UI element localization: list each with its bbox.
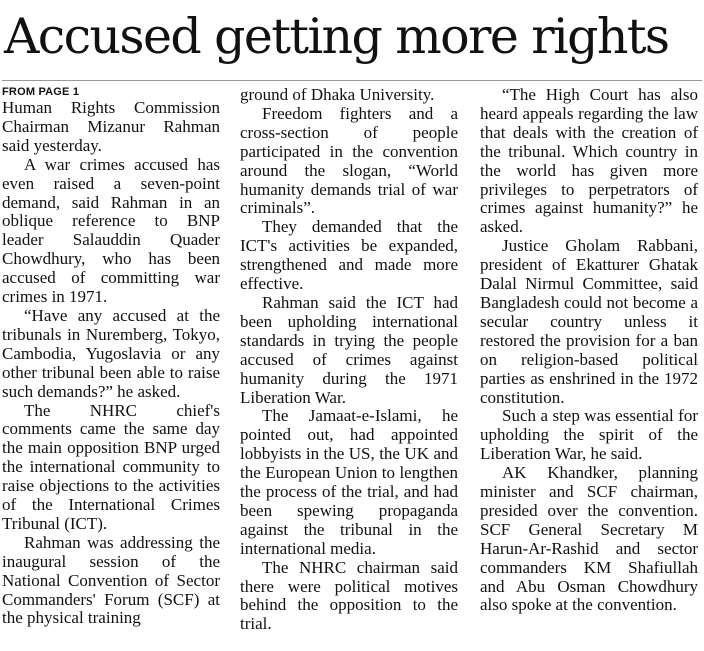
paragraph: Rahman said the ICT had been upholding international standards in trying the people accused of crimes against humanity during the 1971 Liberation War.: [240, 292, 458, 407]
paragraph: AK Khandker, planning minister and SCF chairman, presided over the convention. SCF General Secretary M Harun-Ar-Rashid and sector commanders KM Shafiullah and Abu Osman Chowdhury also spoke at the convention.: [480, 463, 698, 615]
headline: Accused getting more rights: [4, 8, 669, 65]
paragraph: Freedom fighters and a cross-section of people participated in the convention around the slogan, “World humanity demands trial of war criminals”.: [240, 103, 458, 218]
paragraph: “The High Court has also heard appeals regarding the law that deals with the creation of the tribunal. Which country in the world has given more privileges to perpetrators of crimes against humanity?” he asked.: [480, 85, 698, 237]
headline-divider: [2, 80, 702, 81]
paragraph: “Have any accused at the tribunals in Nuremberg, Tokyo, Cambodia, Yugoslavia or any other tribunal been able to raise such demands?” he asked.: [2, 305, 220, 401]
paragraph: Human Rights Commission Chairman Mizanur Rahman said yesterday.: [2, 98, 220, 155]
article-column-2: [240, 86, 458, 634]
paragraph: The NHRC chief's comments came the same day the main opposition BNP urged the international community to raise objections to the activities of the International Crimes Tribunal (ICT).: [2, 400, 220, 533]
continuation-kicker: FROM PAGE 1: [2, 86, 80, 98]
paragraph: They demanded that the ICT's activities be expanded, strengthened and made more effective.: [240, 217, 458, 294]
paragraph: The NHRC chairman said there were political motives behind the opposition to the trial.: [240, 557, 458, 634]
paragraph: ground of Dhaka University.: [240, 85, 435, 104]
paragraph: The Jamaat-e-Islami, he pointed out, had appointed lobbyists in the US, the UK and the European Union to lengthen the process of the trial, and had been spewing propaganda against the tribunal in the international media.: [240, 406, 458, 558]
paragraph: Rahman was addressing the inaugural session of the National Convention of Sector Commanders' Forum (SCF) at the physical training: [2, 532, 220, 628]
article-column-1: [2, 86, 220, 628]
paragraph: Such a step was essential for upholding the spirit of the Liberation War, he said.: [480, 406, 698, 464]
paragraph: A war crimes accused has even raised a seven-point demand, said Rahman in an oblique reference to BNP leader Salauddin Quader Chowdhury, who has been accused of committing war crimes in 1971.: [2, 154, 220, 307]
paragraph: Justice Gholam Rabbani, president of Ekatturer Ghatak Dalal Nirmul Committee, said Bangladesh could not become a secular country unless it restored the provision for a ban on religion-based political parties as enshrined in the 1972 constitution.: [480, 236, 698, 407]
article-column-3: [480, 86, 698, 615]
